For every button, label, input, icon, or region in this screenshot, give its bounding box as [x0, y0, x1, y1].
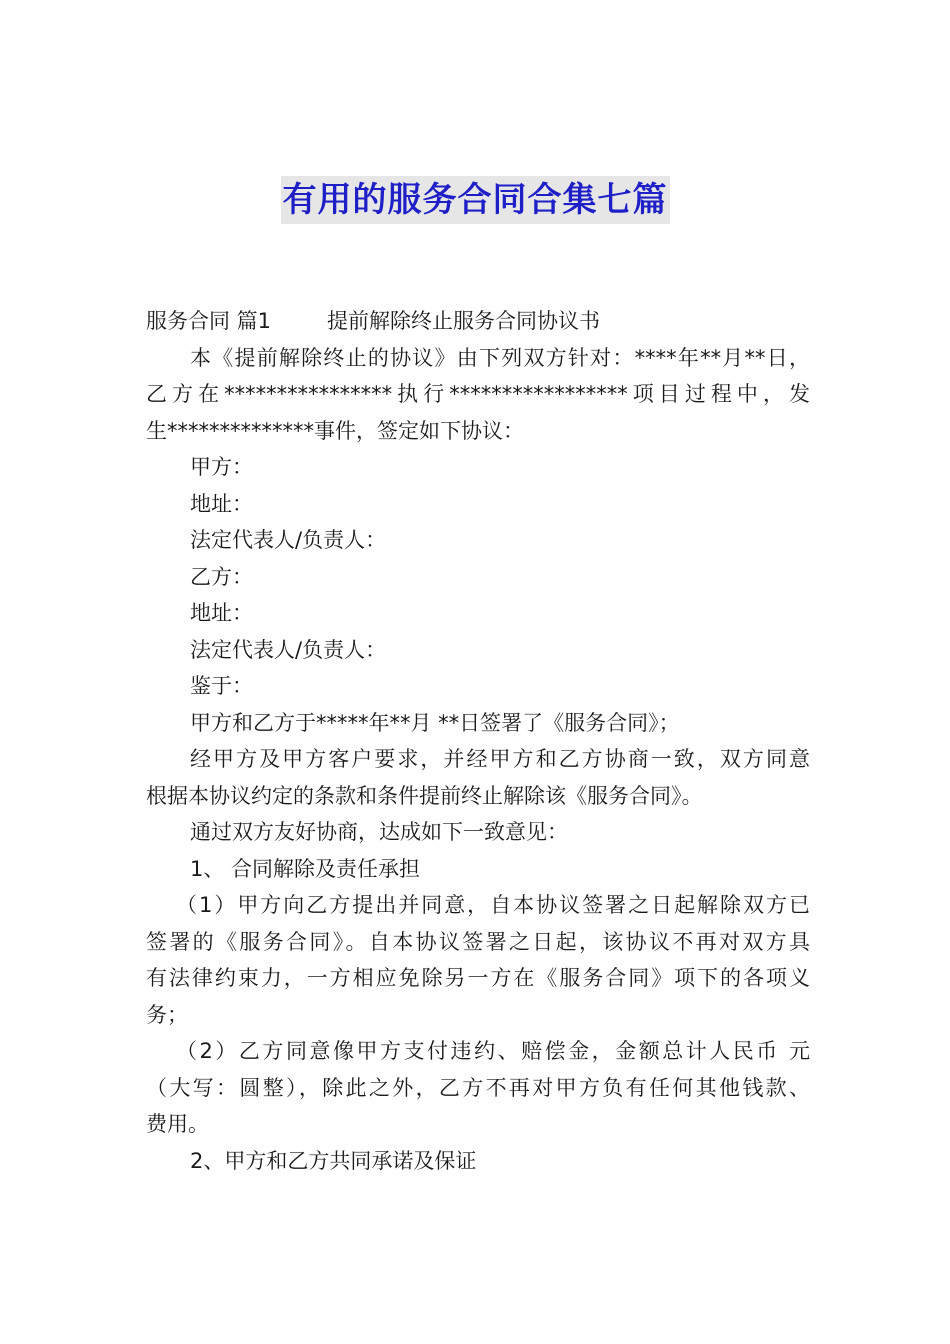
text-line: 乙方在****************执行*****************项目过程中，发	[146, 382, 810, 406]
text-line: 甲方：	[190, 455, 253, 479]
document-title: 有用的服务合同合集七篇	[281, 176, 670, 224]
text-line: 费用。	[146, 1112, 209, 1136]
document-body	[146, 303, 810, 1179]
text-line: 有法律约束力，一方相应免除另一方在《服务合同》项下的各项义	[146, 966, 810, 990]
text-line: （大写：圆整），除此之外，乙方不再对甲方负有任何其他钱款、	[146, 1075, 810, 1100]
text-line: 生**************事件，签定如下协议：	[146, 418, 524, 443]
text-line: 签署的《服务合同》。自本协议签署之日起，该协议不再对双方具	[146, 929, 810, 954]
text-line: 根据本协议约定的条款和条件提前终止解除该《服务合同》。	[146, 783, 703, 808]
text-line: 2、甲方和乙方共同承诺及保证	[190, 1148, 477, 1173]
text-line: （1）甲方向乙方提出并同意，自本协议签署之日起解除双方已	[176, 893, 810, 917]
section-label: 服务合同 篇1	[146, 309, 272, 333]
text-line: 鉴于：	[190, 674, 253, 698]
paragraph-lines	[146, 340, 810, 1180]
section-heading	[146, 303, 810, 340]
text-line: 法定代表人/负责人：	[190, 528, 387, 552]
text-line: 地址：	[190, 491, 253, 516]
text-line: 1、 合同解除及责任承担	[190, 856, 421, 881]
text-line: 乙方：	[190, 564, 253, 589]
text-line: 务；	[146, 1002, 188, 1027]
text-line: 甲方和乙方于*****年**月 **日签署了《服务合同》；	[190, 710, 680, 735]
title-container	[0, 176, 950, 224]
text-line: （2）乙方同意像甲方支付违约、赔偿金，金额总计人民币 元	[176, 1039, 810, 1063]
agreement-name: 提前解除终止服务合同协议书	[327, 309, 601, 333]
text-line: 经甲方及甲方客户要求，并经甲方和乙方协商一致，双方同意	[190, 747, 810, 771]
text-line: 地址：	[190, 601, 253, 625]
text-line: 法定代表人/负责人：	[190, 637, 387, 662]
text-line: 通过双方友好协商，达成如下一致意见：	[190, 820, 568, 844]
text-line: 本《提前解除终止的协议》由下列双方针对：****年**月**日，	[190, 345, 810, 370]
